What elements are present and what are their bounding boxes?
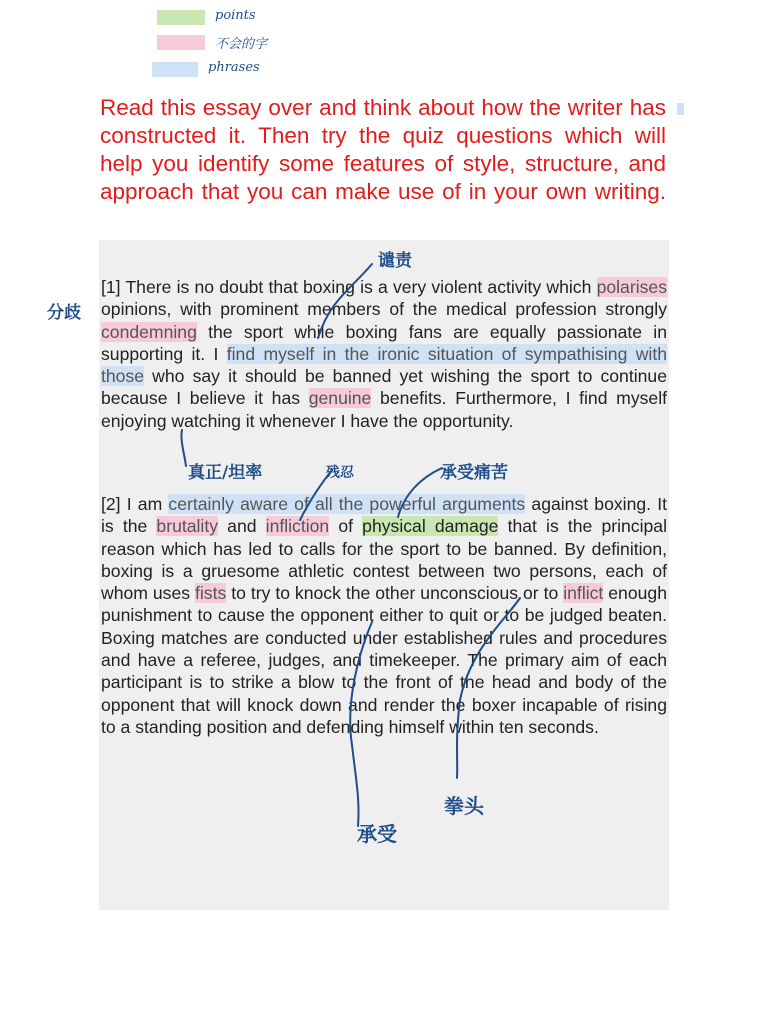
annotation-polarises: 分歧 xyxy=(47,303,81,323)
legend-label-unknown-words: 不会的字 xyxy=(215,37,268,52)
annotation-fists: 拳头 xyxy=(444,794,484,818)
highlight-condemning: condemning xyxy=(101,321,197,342)
ink-line-infliction xyxy=(398,468,442,517)
paragraph-1: [1] There is no doubt that boxing is a very violent activity which polarises opinions, with prominent members of the medical profession strongly condemning the sport while boxing fans are equally passionate in supporting it. I find myself in the ironic situation of sympathising with those who say it should be banned yet wishing the sport to continue because I believe it has genuine benefits. Furthermore, I find myself enjoying watching it whenever I have the opportunity. xyxy=(101,277,668,431)
instructions: Read this essay over and think about how the writer has constructed it. Then try the quiz questions which will help you identify some features of style, structure, and approach that you can make use of in your own writing. xyxy=(100,95,666,204)
ink-line-fists xyxy=(457,598,520,778)
annotation-infliction: 承受痛苦 xyxy=(440,463,508,483)
annotation-inflict: 承受 xyxy=(357,822,397,846)
highlight-inflict: inflict xyxy=(563,583,604,604)
highlight-genuine: genuine xyxy=(308,388,372,409)
annotation-condemning: 谴责 xyxy=(378,251,412,271)
ink-line-inflict xyxy=(350,622,372,826)
paragraph-2: [2] I am certainly aware of all the powerful arguments against boxing. It is the brutality and infliction of physical damage that is the principal reason which has led to calls for the sport to be banned. By definition, boxing is a gruesome athletic contest between two persons, each of whom uses fists to try to knock the other unconscious or to inflict enough punishment to cause the opponent either to quit or to be judged beaten. Boxing matches are conducted under established rules and procedures and have a referee, judges, and timekeeper. The primary aim of each participant is to strike a blow to the front of the head and body of the opponent that will knock down and render the boxer incapable of rising to a standing position and defending himself within ten seconds. xyxy=(101,494,667,737)
highlight-phrase-aware: certainly aware of all the powerful arguments xyxy=(168,494,526,514)
highlight-infliction: infliction xyxy=(265,516,330,537)
highlight-physical-damage: physical damage xyxy=(362,516,499,537)
highlight-brutality: brutality xyxy=(156,516,219,537)
ink-line-genuine xyxy=(181,430,186,466)
annotation-brutality: 残忍 xyxy=(326,465,354,481)
highlight-polarises: polarises xyxy=(596,277,667,297)
annotation-genuine: 真正/坦率 xyxy=(188,463,263,483)
ink-line-condemning xyxy=(318,264,372,338)
legend-label-phrases: phrases xyxy=(208,60,260,75)
highlight-fists: fists xyxy=(194,583,227,604)
highlight-phrase-ironic: find myself in the ironic situation of sympathising with those xyxy=(101,343,667,387)
legend-label-points: points xyxy=(215,8,256,23)
